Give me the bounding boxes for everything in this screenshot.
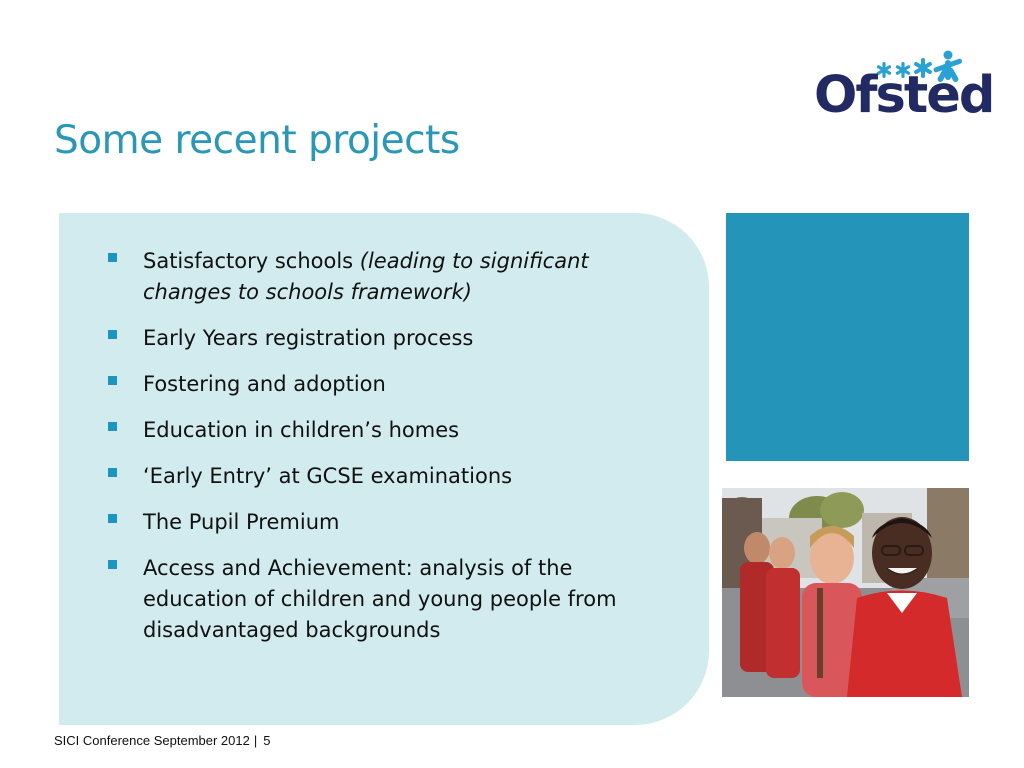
square-bullet-icon [108, 468, 117, 477]
page-number: 5 [263, 733, 271, 748]
footer-label: SICI Conference September 2012 [54, 733, 250, 748]
list-item [100, 415, 660, 446]
list-item [100, 461, 660, 492]
ofsted-logo [814, 48, 994, 130]
square-bullet-icon [108, 514, 117, 523]
bullet-text: Satisfactory schools [143, 249, 360, 273]
logo-text: Ofsted [814, 66, 994, 125]
square-bullet-icon [108, 560, 117, 569]
square-bullet-icon [108, 376, 117, 385]
bullet-text: Education in children’s homes [143, 418, 460, 442]
square-bullet-icon [108, 330, 117, 339]
square-bullet-icon [108, 422, 117, 431]
list-item [100, 246, 660, 308]
bullet-text: Early Years registration process [143, 326, 474, 350]
slide-title: Some recent projects [54, 118, 460, 163]
bullet-text: ‘Early Entry’ at GCSE examinations [143, 464, 513, 488]
footer [54, 733, 270, 748]
square-bullet-icon [108, 253, 117, 262]
bullet-text: Fostering and adoption [143, 372, 386, 396]
list-item [100, 507, 660, 538]
footer-separator: | [253, 733, 258, 748]
bullet-text: The Pupil Premium [143, 510, 340, 534]
bullet-italic-text: (leading to significant changes to schools framework) [143, 249, 589, 304]
blue-block [726, 213, 969, 461]
bullet-list [100, 246, 660, 661]
list-item [100, 323, 660, 354]
list-item [100, 553, 660, 646]
list-item [100, 369, 660, 400]
children-photo [722, 488, 969, 697]
bullet-text: Access and Achievement: analysis of the education of children and young people from disadvantaged backgrounds [143, 556, 617, 642]
